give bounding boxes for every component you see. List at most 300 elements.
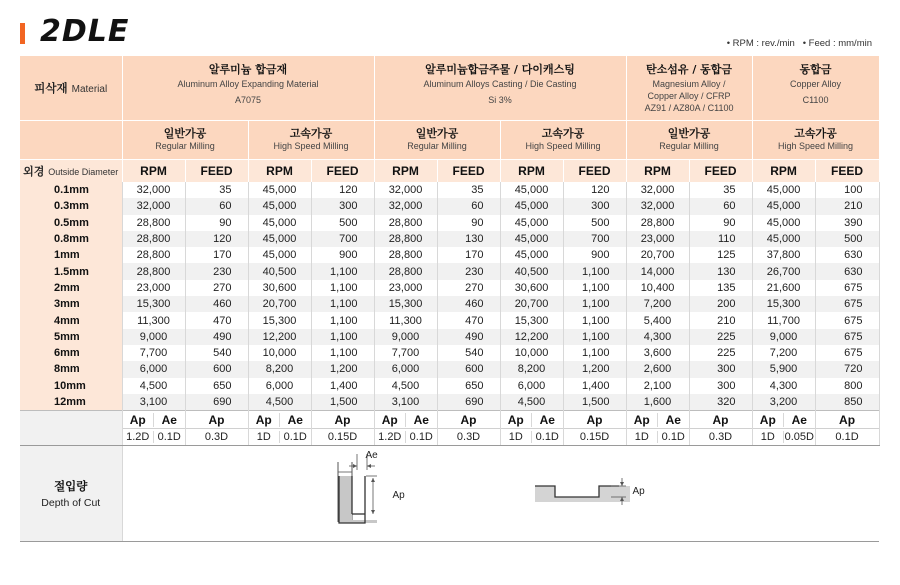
material-name-kor: 알루미늄 합금재 — [208, 63, 288, 76]
depth-kor: 절입량 — [54, 479, 88, 494]
rpm-cell: 30,600 — [500, 280, 563, 296]
table-row — [20, 231, 879, 247]
feed-cell: 300 — [689, 378, 752, 394]
feed-cell: 90 — [437, 215, 500, 231]
feed-header: FEED — [437, 160, 500, 183]
feed-cell: 225 — [689, 329, 752, 345]
rpm-cell: 12,200 — [500, 329, 563, 345]
rpm-cell: 32,000 — [374, 182, 437, 198]
ap-label: Ap — [627, 413, 659, 427]
ap-ae-split — [753, 413, 815, 427]
material-grade: Si 3% — [488, 95, 512, 105]
feed-header: FEED — [311, 160, 374, 183]
diameter-cell: 10mm — [20, 378, 122, 394]
feed-cell: 675 — [815, 312, 879, 328]
rpm-cell: 28,800 — [122, 231, 185, 247]
feed-cell: 230 — [185, 263, 248, 279]
milling-type-header — [122, 121, 248, 160]
feed-cell: 700 — [563, 231, 626, 247]
rpm-cell: 21,600 — [752, 280, 815, 296]
rpm-cell: 40,500 — [500, 263, 563, 279]
milling-type-kor: 일반가공 — [163, 127, 207, 140]
feed-cell: 800 — [815, 378, 879, 394]
rpm-cell: 15,300 — [752, 296, 815, 312]
feed-unit: • Feed : mm/min — [802, 38, 872, 49]
rpm-cell: 11,700 — [752, 312, 815, 328]
units-legend — [727, 38, 872, 49]
ap-ae-split — [375, 413, 437, 427]
feed-cell: 1,100 — [311, 280, 374, 296]
rpm-cell: 4,500 — [122, 378, 185, 394]
diameter-cell: 0.1mm — [20, 182, 122, 198]
feed-cell: 210 — [815, 198, 879, 214]
feed-cell: 675 — [815, 296, 879, 312]
feed-cell: 1,400 — [311, 378, 374, 394]
rpm-cell: 15,300 — [122, 296, 185, 312]
table-row — [20, 296, 879, 312]
rpm-cell: 11,300 — [122, 312, 185, 328]
ap-value: 1D — [753, 431, 785, 443]
rpm-cell: 6,000 — [374, 361, 437, 377]
material-label-eng: Material — [71, 84, 108, 95]
rpm-cell: 28,800 — [122, 247, 185, 263]
ap-ae-split — [627, 413, 689, 427]
material-name-kor: 알루미늄합금주물 / 다이캐스팅 — [425, 63, 575, 76]
feed-cell: 1,100 — [563, 280, 626, 296]
feed-cell: 470 — [185, 312, 248, 328]
feed-cell: 230 — [437, 263, 500, 279]
ap-ae-value-split — [249, 431, 311, 443]
material-header — [374, 56, 626, 121]
feed-cell: 100 — [815, 182, 879, 198]
diameter-label-cell — [20, 160, 122, 183]
feed-cell: 60 — [437, 198, 500, 214]
diameter-cell: 12mm — [20, 394, 122, 411]
rpm-unit: • RPM : rev./min — [726, 38, 795, 49]
feed-cell: 460 — [185, 296, 248, 312]
material-grade: C1100 — [802, 95, 829, 105]
rpm-cell: 28,800 — [626, 215, 689, 231]
feed-cell: 1,100 — [563, 263, 626, 279]
feed-cell: 1,100 — [311, 329, 374, 345]
rpm-cell: 32,000 — [626, 198, 689, 214]
feed-cell: 210 — [689, 312, 752, 328]
rpm-cell: 2,100 — [626, 378, 689, 394]
feed-cell: 60 — [689, 198, 752, 214]
diameter-cell: 1mm — [20, 247, 122, 263]
feed-cell: 170 — [185, 247, 248, 263]
rpm-cell: 11,300 — [374, 312, 437, 328]
ap-value: 1.2D — [123, 431, 155, 443]
rpm-cell: 6,000 — [500, 378, 563, 394]
rpm-cell: 5,400 — [626, 312, 689, 328]
material-name-eng-2: Copper Alloy / CFRP — [647, 91, 731, 101]
material-grade: AZ91 / AZ80A / C1100 — [644, 103, 734, 113]
ap-value-2: 0.3D — [185, 429, 248, 446]
rpm-cell: 45,000 — [248, 231, 311, 247]
table-row — [20, 247, 879, 263]
feed-cell: 600 — [437, 361, 500, 377]
diameter-cell: 0.5mm — [20, 215, 122, 231]
feed-cell: 1,200 — [563, 361, 626, 377]
feed-cell: 500 — [815, 231, 879, 247]
material-label-cell — [20, 56, 122, 121]
feed-cell: 470 — [437, 312, 500, 328]
feed-cell: 300 — [563, 198, 626, 214]
rpm-header: RPM — [752, 160, 815, 183]
feed-cell: 200 — [689, 296, 752, 312]
rpm-cell: 3,200 — [752, 394, 815, 411]
milling-type-eng: Regular Milling — [407, 141, 467, 151]
rpm-cell: 9,000 — [122, 329, 185, 345]
ap-value: 1D — [249, 431, 281, 443]
feed-cell: 1,500 — [311, 394, 374, 411]
depth-of-cut-figures — [122, 446, 879, 542]
rpm-cell: 4,500 — [500, 394, 563, 411]
feed-cell: 1,100 — [311, 345, 374, 361]
feed-cell: 690 — [437, 394, 500, 411]
feed-cell: 850 — [815, 394, 879, 411]
depth-of-cut-row — [20, 446, 879, 542]
ap-value-2: 0.3D — [437, 429, 500, 446]
feed-cell: 125 — [689, 247, 752, 263]
rpm-cell: 28,800 — [122, 215, 185, 231]
rpm-cell: 45,000 — [752, 231, 815, 247]
feed-cell: 270 — [185, 280, 248, 296]
feed-header: FEED — [689, 160, 752, 183]
feed-cell: 675 — [815, 345, 879, 361]
rpm-cell: 45,000 — [500, 215, 563, 231]
ap-ae-value-split — [375, 431, 437, 443]
feed-cell: 270 — [437, 280, 500, 296]
rpm-cell: 10,400 — [626, 280, 689, 296]
rpm-header: RPM — [122, 160, 185, 183]
rpm-cell: 4,500 — [374, 378, 437, 394]
ap-label: Ap — [501, 413, 533, 427]
diameter-cell: 0.8mm — [20, 231, 122, 247]
ae-label: Ae — [161, 412, 177, 427]
table-row — [20, 312, 879, 328]
rpm-cell: 20,700 — [500, 296, 563, 312]
feed-cell: 35 — [185, 182, 248, 198]
rpm-cell: 6,000 — [122, 361, 185, 377]
ap-ae-label-row — [20, 411, 879, 429]
feed-cell: 1,400 — [563, 378, 626, 394]
material-name-kor: 동합금 — [799, 63, 832, 76]
feed-cell: 320 — [689, 394, 752, 411]
milling-type-header — [626, 121, 752, 160]
milling-type-eng: Regular Milling — [659, 141, 719, 151]
milling-type-eng: High Speed Milling — [273, 141, 349, 151]
feed-cell: 1,100 — [563, 345, 626, 361]
rpm-cell: 9,000 — [752, 329, 815, 345]
diameter-label-eng: Outside Diameter — [48, 167, 119, 177]
material-header — [122, 56, 374, 121]
feed-cell: 900 — [311, 247, 374, 263]
ap-value: 1D — [501, 431, 533, 443]
rpm-cell: 10,000 — [248, 345, 311, 361]
ap-value-2: 0.15D — [311, 429, 374, 446]
ae-value: 0.1D — [409, 431, 433, 444]
table-row — [20, 329, 879, 345]
feed-cell: 300 — [689, 361, 752, 377]
rpm-cell: 15,300 — [500, 312, 563, 328]
ap-value-2: 0.3D — [689, 429, 752, 446]
rpm-cell: 7,700 — [374, 345, 437, 361]
table-row — [20, 378, 879, 394]
ap-ae-value-cell — [752, 429, 815, 446]
rpm-cell: 45,000 — [500, 198, 563, 214]
rpm-cell: 14,000 — [626, 263, 689, 279]
ae-label: Ae — [539, 412, 555, 427]
rpm-cell: 45,000 — [500, 182, 563, 198]
rpm-cell: 15,300 — [374, 296, 437, 312]
ap-label: Ap — [375, 413, 407, 427]
feed-cell: 130 — [689, 263, 752, 279]
ap-ae-value-split — [123, 431, 185, 443]
ae-label: Ae — [791, 412, 807, 427]
diameter-cell: 8mm — [20, 361, 122, 377]
rpm-cell: 23,000 — [626, 231, 689, 247]
feed-cell: 1,200 — [311, 361, 374, 377]
feed-cell: 120 — [311, 182, 374, 198]
feed-cell: 130 — [437, 231, 500, 247]
ap-ae-split — [501, 413, 563, 427]
ae-label: Ae — [413, 412, 429, 427]
ap-label: Ap — [437, 411, 500, 429]
rpm-cell: 28,800 — [374, 247, 437, 263]
feed-cell: 390 — [815, 215, 879, 231]
ap-ae-value-cell — [374, 429, 437, 446]
figure2-ap-label: Ap — [632, 486, 645, 498]
milling-type-kor: 일반가공 — [667, 127, 711, 140]
material-header-row — [20, 56, 879, 121]
diameter-cell: 0.3mm — [20, 198, 122, 214]
rpm-cell: 32,000 — [374, 198, 437, 214]
material-name-eng: Magnesium Alloy / — [652, 79, 726, 89]
rpm-cell: 6,000 — [248, 378, 311, 394]
material-label-kor: 피삭재 — [34, 81, 68, 95]
page-title: 2DLE — [40, 14, 130, 49]
feed-cell: 300 — [311, 198, 374, 214]
table-row — [20, 263, 879, 279]
ae-value: 0.1D — [283, 431, 307, 444]
ap-label: Ap — [123, 413, 155, 427]
diameter-cell: 4mm — [20, 312, 122, 328]
milling-type-header — [248, 121, 374, 160]
feed-cell: 900 — [563, 247, 626, 263]
rpm-cell: 7,200 — [626, 296, 689, 312]
feed-cell: 35 — [689, 182, 752, 198]
material-header — [626, 56, 752, 121]
table-row — [20, 394, 879, 411]
feed-cell: 500 — [563, 215, 626, 231]
ap-label: Ap — [563, 411, 626, 429]
feed-cell: 110 — [689, 231, 752, 247]
rpm-cell: 8,200 — [248, 361, 311, 377]
diameter-cell: 2mm — [20, 280, 122, 296]
milling-type-eng: High Speed Milling — [525, 141, 601, 151]
ap-ae-label-cell — [500, 411, 563, 429]
feed-header: FEED — [563, 160, 626, 183]
milling-type-kor: 일반가공 — [415, 127, 459, 140]
feed-cell: 1,100 — [563, 329, 626, 345]
rpm-cell: 45,000 — [248, 247, 311, 263]
ap-ae-split — [123, 413, 185, 427]
rpm-cell: 7,700 — [122, 345, 185, 361]
feed-cell: 90 — [689, 215, 752, 231]
rpm-cell: 45,000 — [752, 198, 815, 214]
diameter-cell: 5mm — [20, 329, 122, 345]
ap-value: 1.2D — [375, 431, 407, 443]
rpm-header: RPM — [500, 160, 563, 183]
table-row — [20, 345, 879, 361]
rpm-cell: 23,000 — [122, 280, 185, 296]
rpm-cell: 3,600 — [626, 345, 689, 361]
table-row — [20, 198, 879, 214]
rpm-cell: 45,000 — [248, 182, 311, 198]
feed-cell: 1,100 — [311, 312, 374, 328]
milling-type-eng: High Speed Milling — [778, 141, 854, 151]
rpm-cell: 45,000 — [752, 182, 815, 198]
rpm-cell: 20,700 — [248, 296, 311, 312]
feed-cell: 1,500 — [563, 394, 626, 411]
milling-type-eng: Regular Milling — [155, 141, 215, 151]
depth-figures-svg — [123, 446, 878, 541]
milling-type-header — [752, 121, 879, 160]
rpm-cell: 32,000 — [122, 182, 185, 198]
ap-ae-value-cell — [626, 429, 689, 446]
feed-cell: 460 — [437, 296, 500, 312]
ap-label: Ap — [815, 411, 879, 429]
figure1-ap-label: Ap — [392, 490, 405, 502]
feed-cell: 1,100 — [563, 312, 626, 328]
feed-cell: 650 — [185, 378, 248, 394]
ap-label: Ap — [185, 411, 248, 429]
diameter-label-kor: 외경 — [23, 165, 45, 178]
milling-type-kor: 고속가공 — [541, 127, 585, 140]
ap-ae-value-cell — [248, 429, 311, 446]
rpm-header: RPM — [374, 160, 437, 183]
rpm-cell: 4,300 — [626, 329, 689, 345]
rpm-cell: 1,600 — [626, 394, 689, 411]
milling-type-kor: 고속가공 — [289, 127, 333, 140]
rpm-cell: 10,000 — [500, 345, 563, 361]
ae-label: Ae — [665, 412, 681, 427]
rpm-cell: 2,600 — [626, 361, 689, 377]
rpm-cell: 28,800 — [122, 263, 185, 279]
milling-header-row — [20, 121, 879, 160]
material-name-eng: Aluminum Alloys Casting / Die Casting — [423, 79, 577, 89]
material-name-eng: Aluminum Alloy Expanding Material — [177, 79, 319, 89]
feed-cell: 490 — [185, 329, 248, 345]
feed-cell: 720 — [815, 361, 879, 377]
feed-cell: 675 — [815, 329, 879, 345]
feed-cell: 225 — [689, 345, 752, 361]
milling-type-kor: 고속가공 — [794, 127, 837, 140]
milling-type-header — [374, 121, 500, 160]
ae-value: 0.05D — [784, 431, 814, 444]
ap-value-2: 0.1D — [815, 429, 879, 446]
feed-cell: 675 — [815, 280, 879, 296]
rpm-cell: 8,200 — [500, 361, 563, 377]
feed-cell: 630 — [815, 263, 879, 279]
feed-cell: 120 — [185, 231, 248, 247]
rpm-cell: 45,000 — [752, 215, 815, 231]
rpm-cell: 37,800 — [752, 247, 815, 263]
table-row — [20, 215, 879, 231]
rpm-cell: 30,600 — [248, 280, 311, 296]
ap-ae-value-cell — [500, 429, 563, 446]
rpm-cell: 45,000 — [500, 247, 563, 263]
ap-label: Ap — [249, 413, 281, 427]
milling-label-spacer — [20, 121, 122, 160]
diameter-cell: 1.5mm — [20, 263, 122, 279]
ap-ae-value-split — [501, 431, 563, 443]
feed-cell: 490 — [437, 329, 500, 345]
rpm-cell: 40,500 — [248, 263, 311, 279]
rpm-cell: 9,000 — [374, 329, 437, 345]
feed-cell: 650 — [437, 378, 500, 394]
rpm-cell: 4,300 — [752, 378, 815, 394]
feed-cell: 1,100 — [563, 296, 626, 312]
ap-ae-label-cell — [122, 411, 185, 429]
ap-ae-label-cell — [248, 411, 311, 429]
ap-value-2: 0.15D — [563, 429, 626, 446]
ap-ae-split — [249, 413, 311, 427]
feed-cell: 690 — [185, 394, 248, 411]
ae-label: Ae — [287, 412, 303, 427]
milling-type-header — [500, 121, 626, 160]
depth-eng: Depth of Cut — [41, 497, 101, 510]
ap-ae-value-cell — [122, 429, 185, 446]
feed-cell: 90 — [185, 215, 248, 231]
feed-cell: 630 — [815, 247, 879, 263]
feed-cell: 1,100 — [311, 296, 374, 312]
feed-cell: 135 — [689, 280, 752, 296]
feed-cell: 540 — [185, 345, 248, 361]
rpm-cell: 15,300 — [248, 312, 311, 328]
rpm-feed-header-row — [20, 160, 879, 183]
rpm-cell: 45,000 — [248, 215, 311, 231]
rpm-header: RPM — [626, 160, 689, 183]
rpm-cell: 28,800 — [374, 215, 437, 231]
rpm-cell: 12,200 — [248, 329, 311, 345]
diameter-cell: 6mm — [20, 345, 122, 361]
rpm-cell: 32,000 — [122, 198, 185, 214]
table-row — [20, 361, 879, 377]
feed-cell: 1,100 — [311, 263, 374, 279]
side-milling-figure — [338, 454, 377, 524]
ap-ae-label-cell — [626, 411, 689, 429]
ae-value: 0.1D — [661, 431, 685, 444]
rpm-cell: 28,800 — [374, 263, 437, 279]
feed-cell: 540 — [437, 345, 500, 361]
rpm-cell: 5,900 — [752, 361, 815, 377]
rpm-cell: 20,700 — [626, 247, 689, 263]
cutting-conditions-table — [20, 56, 880, 542]
material-header — [752, 56, 879, 121]
title-accent-bar — [20, 23, 25, 44]
ae-value: 0.1D — [535, 431, 559, 444]
feed-cell: 700 — [311, 231, 374, 247]
rpm-cell: 26,700 — [752, 263, 815, 279]
table-row — [20, 280, 879, 296]
ae-value: 0.1D — [157, 431, 181, 444]
rpm-cell: 45,000 — [500, 231, 563, 247]
feed-cell: 35 — [437, 182, 500, 198]
ap-value: 1D — [627, 431, 659, 443]
